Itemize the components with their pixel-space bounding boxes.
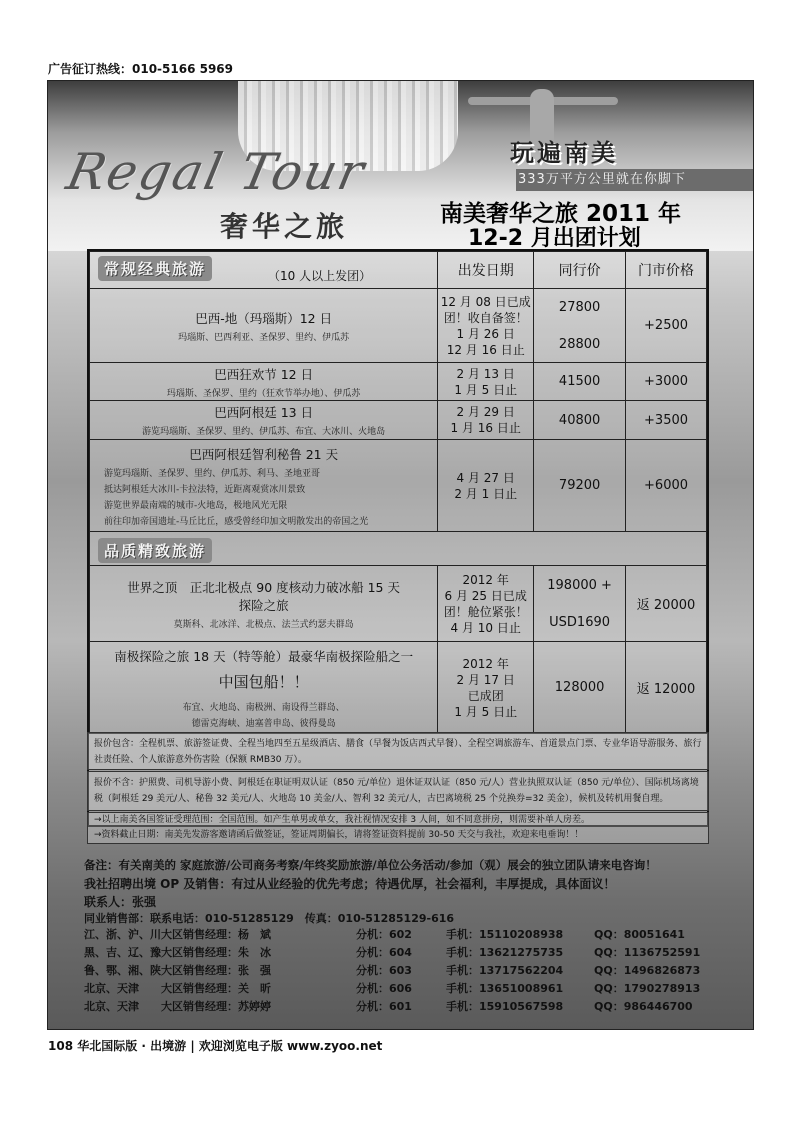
table-row: 巴西阿根廷智利秘鲁 21 天 游览玛瑙斯、圣保罗、里约、伊瓜苏、利马、圣地亚哥 抵达阿根廷大冰川-卡拉法特，近距离观赏冰川景致 游览世界最南端的城市-火地岛，极地风光无限 前往印加帝国遗址-马丘比丘，感受曾经印加文明散发出的帝国之光 4 月 27 日 2 月 1 日止 79200 +6000 — [90, 440, 707, 532]
page-footer: 108 华北国际版 · 出境游 | 欢迎浏览电子版 www.zyoo.net — [48, 1039, 383, 1053]
list-item: 江、浙、沪、川大区销售经理：杨 斌 分机：602 手机：15110208938 QQ：80051641 — [84, 928, 685, 941]
remarks-line2: 我社招聘出境 OP 及销售：有过从业经验的优先考虑；待遇优厚，社会福利，丰厚提成，具体面议！ — [84, 877, 616, 891]
price-exclude-note: 报价不含：护照费、司机导游小费、阿根廷在职证明双认证（850 元/单位）退休证双认证（850 元/人）营业执照双认证（850 元/单位）、国际机场离境税（阿根廷 29 美元/人、秘鲁 32 美元/人、火地岛 10 美金/人、智利 32 美元/人，古巴离境税 25 个兑换券=32 美金），候机及转机用餐自理。 — [87, 771, 709, 811]
hotline: 广告征订热线：010-5166 5969 — [48, 62, 234, 76]
price-include-note: 报价包含：全程机票、旅游签证费、全程当地四至五星级酒店、膳食（早餐为饭店西式早餐）、全程空调旅游车、首道景点门票、专业华语导游服务、旅行社责任险、个人旅游意外伤害险（保额 RMB30 万）。 — [87, 732, 709, 770]
section1-header — [90, 252, 438, 289]
section2-header-row — [90, 532, 707, 566]
table-row: 巴西狂欢节 12 日 玛瑙斯、圣保罗、里约（狂欢节举办地）、伊瓜苏 2 月 13 日 1 月 5 日止 41500 +3000 — [90, 363, 707, 401]
plan-title-line1: 南美奢华之旅 2011 年 — [440, 201, 682, 227]
table-row: 巴西阿根廷 13 日 游览玛瑙斯、圣保罗、里约、伊瓜苏、布宜、大冰川、火地岛 2 月 29 日 1 月 16 日止 40800 +3500 — [90, 401, 707, 440]
statue-image — [468, 89, 618, 129]
sales-dept-header: 同业销售部：联系电话：010-51285129 传真：010-51285129-616 — [84, 912, 455, 925]
deadline-note: →资料截止日期：南美先发游客邀请函后做签证，签证周期偏长，请将签证资料提前 30-50 天交与我社，欢迎来电垂询！！ — [94, 830, 584, 840]
visa-deadline-notes — [87, 812, 709, 844]
col-date: 出发日期 — [438, 252, 534, 289]
list-item: 北京、天津 大区销售经理：关 昕 分机：606 手机：13651008961 QQ：1790278913 — [84, 982, 701, 995]
logo-script: Regal Tour — [61, 143, 371, 201]
subslogan: 333万平方公里就在你脚下 — [516, 169, 754, 191]
logo-chinese: 奢华之旅 — [220, 210, 349, 243]
section1-note: （10 人以上发团） — [268, 269, 372, 283]
section1-label: 常规经典旅游 — [98, 256, 212, 281]
col-peer-price: 同行价 — [534, 252, 626, 289]
table-row: 世界之顶 正北北极点 90 度核动力破冰船 15 天 探险之旅 莫斯科、北冰洋、北极点、法兰式约瑟夫群岛 2012 年 6 月 25 日已成 团！舱位紧张！ 4 月 10 日止 198000 + USD1690 返 20000 — [90, 566, 707, 642]
remarks-line1: 备注：有关南美的 家庭旅游/公司商务考察/年终奖励旅游/单位公务活动/参加（观）展会的独立团队请来电咨询！ — [84, 858, 657, 872]
remarks-contact: 联系人：张强 — [84, 895, 157, 909]
list-item: 黑、吉、辽、豫大区销售经理：朱 冰 分机：604 手机：13621275735 QQ：1136752591 — [84, 946, 701, 959]
list-item: 北京、天津 大区销售经理：苏婷婷 分机：601 手机：15910567598 QQ：986446700 — [84, 1000, 693, 1013]
slogan: 玩遍南美 — [510, 139, 618, 167]
sales-contact-list — [84, 926, 704, 1016]
visa-note: →以上南美各国签证受理范围：全国范围。如产生单男或单女，我社视情况安排 3 人间，如不同意拼房，则需要补单人房差。 — [94, 815, 590, 825]
plan-title-line2: 12-2 月出团计划 — [468, 226, 641, 251]
list-item: 鲁、鄂、湘、陕大区销售经理：张 强 分机：603 手机：13717562204 QQ：1496826873 — [84, 964, 701, 977]
table-row: 巴西-地（玛瑙斯）12 日 玛瑙斯、巴西利亚、圣保罗、里约、伊瓜苏 12 月 08 日已成 团！收自备签！ 1 月 26 日 12 月 16 日止 27800 28800 +2500 — [90, 289, 707, 363]
col-retail-price: 门市价格 — [626, 252, 707, 289]
section2-label: 品质精致旅游 — [98, 538, 212, 563]
table-row: 南极探险之旅 18 天（特等舱）最豪华南极探险船之一 中国包船！！ 布宜、火地岛、南极洲、南设得兰群岛、 德雷克海峡、迪塞普申岛、彼得曼岛 2012 年 2 月 17 日 已成团 1 月 5 日止 128000 返 12000 — [90, 642, 707, 734]
